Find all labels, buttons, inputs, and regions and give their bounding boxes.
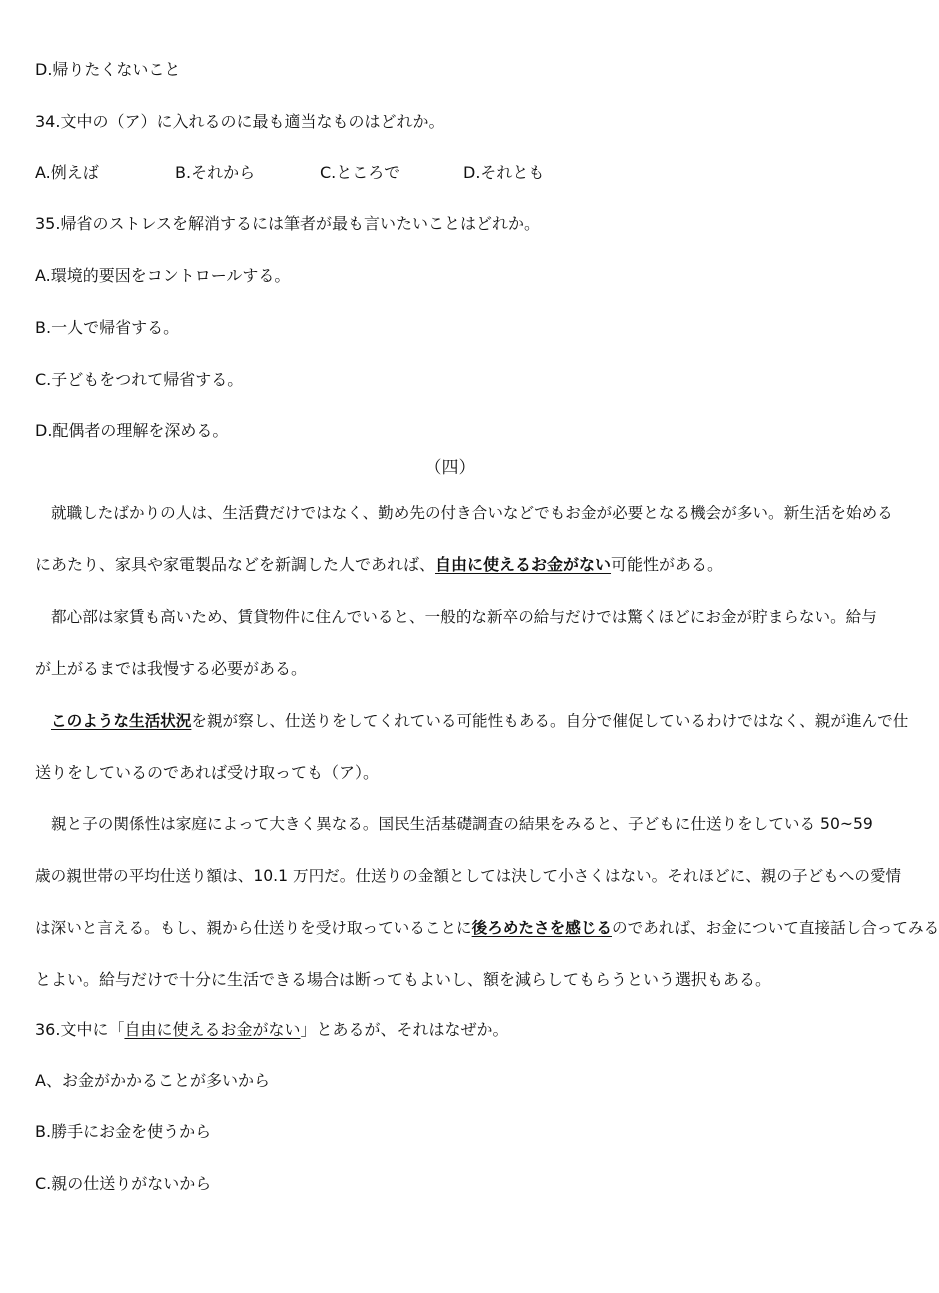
text-run: 36.文中に「 [35,1020,125,1039]
passage-p4-line1: 親と子の関係性は家庭によって大きく異なる。国民生活基礎調査の結果をみると、子どもに仕送りをしている 50~59 [51,815,873,833]
underlined-phrase: 後ろめたさを感じる [471,919,612,937]
underlined-phrase: このような生活状況 [51,712,192,730]
passage-p1-line2 [35,555,723,575]
q36-option-c: C.親の仕送りがないから [35,1174,212,1193]
passage-p4-line2: 歳の親世帯の平均仕送り額は、10.1 万円だ。仕送りの金額としては決して小さくはない。それほどに、親の子どもへの愛情 [35,867,902,885]
q34-option-b: B.それから [175,163,256,182]
text-run: にあたり、家具や家電製品などを新調した人であれば、 [35,555,436,574]
text-run: のであれば、お金について直接話し合ってみる [612,919,939,937]
passage-p3-line2: 送りをしているのであれば受け取っても（ア）。 [35,763,380,782]
passage-p1-line1: 就職したばかりの人は、生活費だけではなく、勤め先の付き合いなどでもお金が必要となる機会が多い。新生活を始める [51,504,893,522]
passage-p2-line2: が上がるまでは我慢する必要がある。 [35,659,308,678]
text-run: 」とあるが、それはなぜか。 [300,1020,509,1039]
text-run: を親が察し、仕送りをしてくれている可能性もある。自分で催促しているわけではなく、親が進んで仕 [191,712,909,730]
q34-option-a: A.例えば [35,163,99,182]
passage-p2-line1: 都心部は家賃も高いため、賃貸物件に住んでいると、一般的な新卒の給与だけでは驚くほどにお金が貯まらない。給与 [51,608,877,626]
q35-option-c: C.子どもをつれて帰省する。 [35,370,244,389]
q36-option-b: B.勝手にお金を使うから [35,1122,212,1141]
q34-option-c: C.ところで [320,163,401,182]
q35-question: 35.帰省のストレスを解消するには筆者が最も言いたいことはどれか。 [35,214,540,233]
passage-p4-line3 [35,918,939,938]
passage-p3-line1 [51,711,908,731]
text-run: 可能性がある。 [611,555,724,574]
q36-option-a: A、お金がかかることが多いから [35,1071,270,1090]
q35-option-d: D.配偶者の理解を深める。 [35,421,229,440]
q34-question: 34.文中の（ア）に入れるのに最も適当なものはどれか。 [35,112,445,131]
q35-option-b: B.一人で帰省する。 [35,318,180,337]
section-heading: （四） [424,458,476,478]
q36-question [35,1020,508,1040]
underlined-phrase: 自由に使えるお金がない [124,1020,301,1039]
passage-p4-line4: とよい。給与だけで十分に生活できる場合は断ってもよいし、額を減らしてもらうという選択もある。 [35,970,772,989]
underlined-phrase: 自由に使えるお金がない [435,555,612,574]
q33-option-d: D.帰りたくないこと [35,60,181,79]
text-run: は深いと言える。もし、親から仕送りを受け取っていることに [35,919,472,937]
q35-option-a: A.環境的要因をコントロールする。 [35,266,291,285]
q34-option-d: D.それとも [463,163,545,182]
